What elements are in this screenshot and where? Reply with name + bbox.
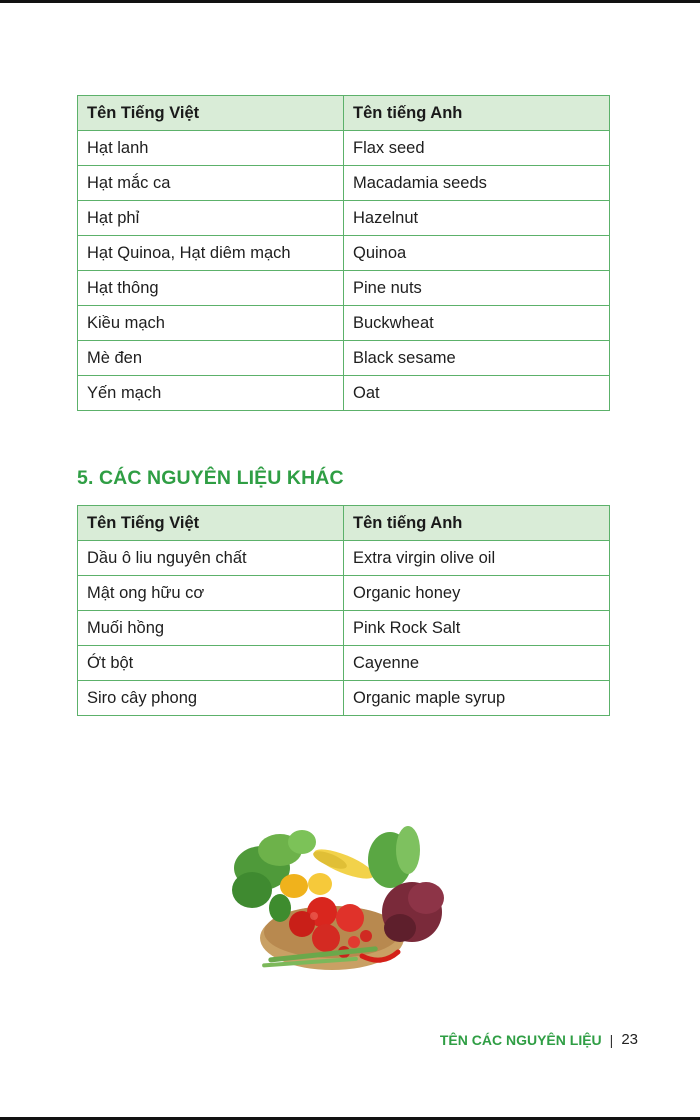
table-row: [78, 681, 610, 716]
vietnamese-name-cell: Hạt lanh: [78, 131, 344, 166]
table-header-row: [78, 506, 610, 541]
english-name-cell: Buckwheat: [344, 306, 610, 341]
vietnamese-name-cell: Ớt bột: [78, 646, 344, 681]
table-header-row: [78, 96, 610, 131]
footer-section-name: TÊN CÁC NGUYÊN LIỆU: [439, 1031, 602, 1048]
english-name-cell: Flax seed: [344, 131, 610, 166]
english-name-cell: Quinoa: [344, 236, 610, 271]
table-row: [78, 376, 610, 411]
page-footer: [440, 1031, 638, 1048]
section-heading: 5. CÁC NGUYÊN LIỆU KHÁC: [77, 467, 344, 489]
footer-separator: |: [609, 1031, 614, 1048]
english-name-cell: Pine nuts: [344, 271, 610, 306]
vietnamese-name-cell: Dầu ô liu nguyên chất: [78, 541, 344, 576]
table-row: [78, 341, 610, 376]
vietnamese-name-cell: Hạt thông: [78, 271, 344, 306]
table-row: [78, 306, 610, 341]
vietnamese-name-cell: Hạt Quinoa, Hạt diêm mạch: [78, 236, 344, 271]
ingredients-table-nuts-grains: [77, 95, 610, 411]
vietnamese-name-cell: Yến mạch: [78, 376, 344, 411]
ingredients-table-other: [77, 505, 610, 716]
table-row: [78, 646, 610, 681]
table-row: [78, 541, 610, 576]
vietnamese-name-cell: Muối hồng: [78, 611, 344, 646]
vietnamese-name-cell: Mật ong hữu cơ: [78, 576, 344, 611]
english-name-cell: Extra virgin olive oil: [344, 541, 610, 576]
column-header-vietnamese: Tên Tiếng Việt: [78, 506, 344, 541]
table-row: [78, 236, 610, 271]
column-header-english: Tên tiếng Anh: [344, 96, 610, 131]
table-row: [78, 271, 610, 306]
table-row: [78, 166, 610, 201]
table-row: [78, 611, 610, 646]
column-header-english: Tên tiếng Anh: [344, 506, 610, 541]
vietnamese-name-cell: Mè đen: [78, 341, 344, 376]
vietnamese-name-cell: Hạt phỉ: [78, 201, 344, 236]
page-number: 23: [621, 1031, 638, 1048]
english-name-cell: Organic honey: [344, 576, 610, 611]
top-border: [0, 0, 700, 3]
english-name-cell: Cayenne: [344, 646, 610, 681]
table-row: [78, 576, 610, 611]
english-name-cell: Black sesame: [344, 341, 610, 376]
english-name-cell: Macadamia seeds: [344, 166, 610, 201]
english-name-cell: Hazelnut: [344, 201, 610, 236]
english-name-cell: Oat: [344, 376, 610, 411]
english-name-cell: Pink Rock Salt: [344, 611, 610, 646]
vegetable-basket-icon: [222, 820, 458, 980]
vietnamese-name-cell: Kiều mạch: [78, 306, 344, 341]
table-row: [78, 131, 610, 166]
vietnamese-name-cell: Hạt mắc ca: [78, 166, 344, 201]
english-name-cell: Organic maple syrup: [344, 681, 610, 716]
column-header-vietnamese: Tên Tiếng Việt: [78, 96, 344, 131]
table-row: [78, 201, 610, 236]
vietnamese-name-cell: Siro cây phong: [78, 681, 344, 716]
